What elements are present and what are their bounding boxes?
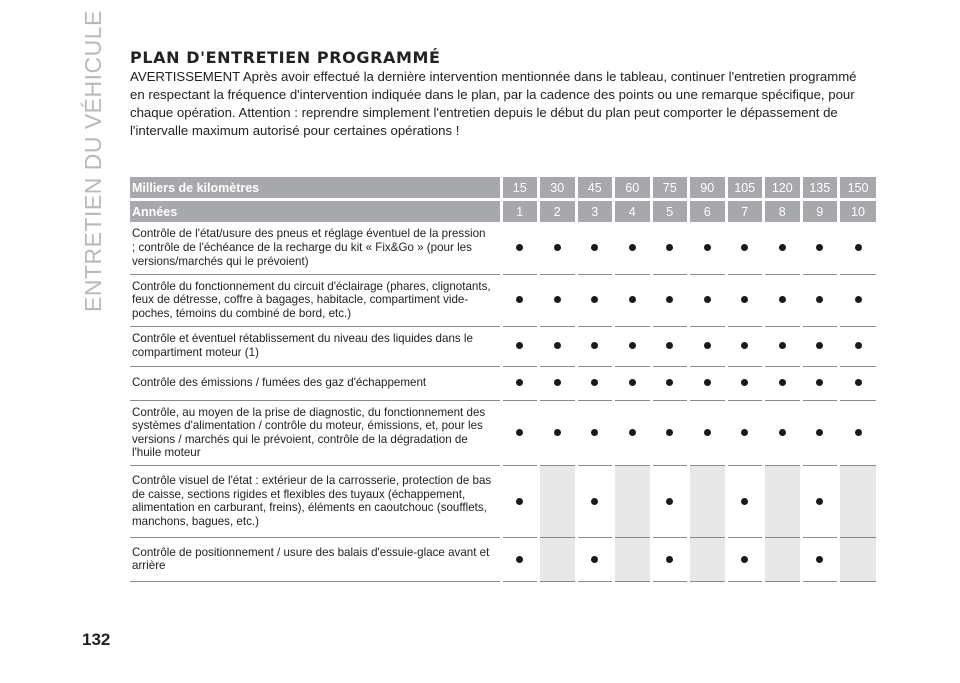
table-row [130,222,876,274]
interval-cell [614,465,652,537]
interval-cell [801,222,839,274]
km-header-cell: 135 [801,177,839,200]
operation-description: Contrôle visuel de l'état : extérieur de la carrosserie, protection de bas de caisse, sections rigides et flexibles des tuyaux (échappement, alimentation en carburant, freins), éléments en caoutchouc (soufflets, manchons, bagues, etc.) [130,465,501,537]
scheduled-dot-icon [591,296,598,303]
interval-cell [689,465,727,537]
km-header-cell: 45 [576,177,614,200]
interval-cell [726,537,764,581]
interval-cell [576,400,614,465]
scheduled-dot-icon [666,244,673,251]
year-header-cell: 7 [726,200,764,223]
interval-cell [539,400,577,465]
section-sidebar-title: ENTRETIEN DU VÉHICULE [80,10,106,312]
interval-cell [651,400,689,465]
warning-paragraph: AVERTISSEMENT Après avoir effectué la dernière intervention mentionnée dans le tableau, continuer l'entretien programmé en respectant la fréquence d'intervention indiquée dans le plan, par la cadence des points ou une remarque spécifique, pour chaque opération. Attention : reprendre simplement l'entretien depuis le début du plan peut comporter le dépassement de l'intervalle maximum autorisé pour certaines opérations ! [130,69,857,138]
km-header-cell: 15 [501,177,539,200]
scheduled-dot-icon [741,342,748,349]
interval-cell [501,465,539,537]
scheduled-dot-icon [816,342,823,349]
interval-cell [539,326,577,366]
year-header-cell: 5 [651,200,689,223]
scheduled-dot-icon [666,429,673,436]
interval-cell [501,400,539,465]
year-header-cell: 1 [501,200,539,223]
interval-cell [576,326,614,366]
scheduled-dot-icon [855,379,862,386]
scheduled-dot-icon [516,429,523,436]
interval-cell [839,537,877,581]
table-row [130,465,876,537]
interval-cell [689,400,727,465]
km-header-cell: 90 [689,177,727,200]
interval-cell [839,400,877,465]
scheduled-dot-icon [704,244,711,251]
scheduled-dot-icon [591,429,598,436]
operation-description: Contrôle, au moyen de la prise de diagnostic, du fonctionnement des systèmes d'alimentation / contrôle du moteur, émissions, et, pour les versions / marchés qui le prévoient, contrôle de la dégradation de l'huile moteur [130,400,501,465]
interval-cell [539,465,577,537]
year-header-cell: 8 [764,200,802,223]
scheduled-dot-icon [816,379,823,386]
interval-cell [801,326,839,366]
scheduled-dot-icon [629,342,636,349]
interval-cell [801,274,839,326]
interval-cell [726,400,764,465]
scheduled-dot-icon [516,379,523,386]
interval-cell [614,326,652,366]
interval-cell [576,366,614,400]
operation-description: Contrôle du fonctionnement du circuit d'éclairage (phares, clignotants, feux de détresse, coffre à bagages, habitacle, compartiment vide-poches, témoins du combiné de bord, etc.) [130,274,501,326]
scheduled-dot-icon [741,498,748,505]
interval-cell [501,274,539,326]
km-header-row [130,177,876,200]
scheduled-dot-icon [591,556,598,563]
scheduled-dot-icon [666,342,673,349]
operation-description: Contrôle de l'état/usure des pneus et réglage éventuel de la pression ; contrôle de l'échéance de la recharge du kit « Fix&Go » (pour les versions/marchés qui le prévoient) [130,222,501,274]
scheduled-dot-icon [779,379,786,386]
interval-cell [764,537,802,581]
scheduled-dot-icon [554,244,561,251]
scheduled-dot-icon [591,379,598,386]
interval-cell [539,274,577,326]
interval-cell [539,537,577,581]
km-header-cell: 60 [614,177,652,200]
scheduled-dot-icon [591,244,598,251]
scheduled-dot-icon [741,244,748,251]
interval-cell [501,366,539,400]
table-row [130,366,876,400]
interval-cell [614,222,652,274]
scheduled-dot-icon [704,379,711,386]
interval-cell [801,366,839,400]
km-header-cell: 105 [726,177,764,200]
interval-cell [501,222,539,274]
interval-cell [501,326,539,366]
scheduled-dot-icon [629,296,636,303]
interval-cell [651,274,689,326]
scheduled-dot-icon [554,296,561,303]
interval-cell [651,326,689,366]
scheduled-dot-icon [704,296,711,303]
year-header-cell: 9 [801,200,839,223]
interval-cell [689,537,727,581]
scheduled-dot-icon [816,429,823,436]
page-number: 132 [82,630,111,649]
operation-description: Contrôle et éventuel rétablissement du niveau des liquides dans le compartiment moteur (1) [130,326,501,366]
interval-cell [501,537,539,581]
year-header-cell: 6 [689,200,727,223]
years-header-label: Années [130,200,501,223]
interval-cell [726,222,764,274]
interval-cell [576,465,614,537]
interval-cell [764,465,802,537]
interval-cell [764,400,802,465]
interval-cell [764,222,802,274]
interval-cell [614,400,652,465]
year-header-cell: 3 [576,200,614,223]
scheduled-dot-icon [554,429,561,436]
scheduled-dot-icon [591,498,598,505]
interval-cell [726,274,764,326]
scheduled-dot-icon [666,498,673,505]
km-header-label: Milliers de kilomètres [130,177,501,200]
table-row [130,274,876,326]
scheduled-dot-icon [779,296,786,303]
interval-cell [689,326,727,366]
interval-cell [801,400,839,465]
scheduled-dot-icon [741,429,748,436]
interval-cell [801,465,839,537]
interval-cell [839,222,877,274]
scheduled-dot-icon [704,342,711,349]
interval-cell [539,222,577,274]
interval-cell [651,537,689,581]
km-header-cell: 30 [539,177,577,200]
scheduled-dot-icon [855,296,862,303]
operation-description: Contrôle de positionnement / usure des balais d'essuie-glace avant et arrière [130,537,501,581]
interval-cell [576,222,614,274]
interval-cell [576,274,614,326]
scheduled-dot-icon [516,342,523,349]
scheduled-dot-icon [629,429,636,436]
scheduled-dot-icon [516,244,523,251]
interval-cell [764,326,802,366]
operation-description: Contrôle des émissions / fumées des gaz d'échappement [130,366,501,400]
interval-cell [839,465,877,537]
scheduled-dot-icon [855,244,862,251]
scheduled-dot-icon [704,429,711,436]
interval-cell [651,465,689,537]
scheduled-dot-icon [741,556,748,563]
years-header-row [130,200,876,223]
year-header-cell: 4 [614,200,652,223]
scheduled-dot-icon [779,244,786,251]
scheduled-dot-icon [666,556,673,563]
table-row [130,400,876,465]
interval-cell [689,222,727,274]
interval-cell [614,274,652,326]
scheduled-dot-icon [666,296,673,303]
table-row [130,537,876,581]
interval-cell [764,366,802,400]
interval-cell [689,274,727,326]
scheduled-dot-icon [855,342,862,349]
scheduled-dot-icon [741,379,748,386]
scheduled-dot-icon [554,379,561,386]
scheduled-dot-icon [554,342,561,349]
interval-cell [539,366,577,400]
interval-cell [651,366,689,400]
scheduled-dot-icon [779,429,786,436]
interval-cell [726,366,764,400]
interval-cell [764,274,802,326]
interval-cell [726,326,764,366]
maintenance-plan-table [130,177,876,582]
scheduled-dot-icon [741,296,748,303]
km-header-cell: 150 [839,177,877,200]
scheduled-dot-icon [816,556,823,563]
scheduled-dot-icon [516,556,523,563]
interval-cell [839,274,877,326]
scheduled-dot-icon [591,342,598,349]
scheduled-dot-icon [816,498,823,505]
interval-cell [839,326,877,366]
scheduled-dot-icon [629,244,636,251]
year-header-cell: 10 [839,200,877,223]
page-heading: PLAN D'ENTRETIEN PROGRAMMÉ [130,48,441,67]
interval-cell [651,222,689,274]
interval-cell [576,537,614,581]
scheduled-dot-icon [816,296,823,303]
table-row [130,326,876,366]
scheduled-dot-icon [855,429,862,436]
scheduled-dot-icon [666,379,673,386]
maintenance-rows [130,222,876,581]
interval-cell [614,366,652,400]
scheduled-dot-icon [779,342,786,349]
scheduled-dot-icon [516,296,523,303]
interval-cell [614,537,652,581]
year-header-cell: 2 [539,200,577,223]
scheduled-dot-icon [629,379,636,386]
interval-cell [801,537,839,581]
scheduled-dot-icon [816,244,823,251]
km-header-cell: 75 [651,177,689,200]
scheduled-dot-icon [516,498,523,505]
interval-cell [689,366,727,400]
km-header-cell: 120 [764,177,802,200]
interval-cell [726,465,764,537]
interval-cell [839,366,877,400]
